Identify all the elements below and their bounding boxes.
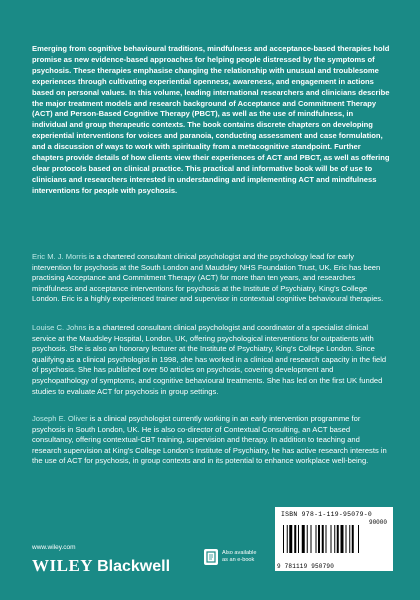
book-blurb: Emerging from cognitive behavioural traditions, mindfulness and acceptance-based therapies hold promise as new evidence-based approaches for helping people distressed by the symptoms of psychosis. These therapies emphasise changing the relationship with unusual and troublesome experiences through cultivating experiential openness, awareness, and engagement in actions based on personal values. In this volume, leading international researchers and clinicians describe the major treatment models and research background of Acceptance and Commitment Therapy (ACT) and Person-Based Cognitive Therapy (PBCT), as well as the use of mindfulness, in individual and group therapeutic contexts. The book contains discrete chapters on developing experiential interventions for voices and paranoia, conducting assessment and case formulation, and a discussion of ways to work with spirituality from a metacognitive standpoint. Further chapters provide details of how clients view their experiences of ACT and PBCT, as well as offering clear protocols based on clinical practice. This practical and informative book will be of use to clinicians and researchers interested in understanding and implementing ACT and mindfulness interventions for people with psychosis.: [32, 44, 390, 195]
author-name: Joseph E. Oliver: [32, 414, 88, 423]
price-code: 90000: [368, 519, 387, 526]
publisher-logo: [32, 556, 170, 576]
author-bio-oliver: [32, 414, 390, 467]
barcode-digits: 9 781119 950790: [277, 563, 335, 570]
author-bio-text: is a chartered consultant clinical psychologist and the psychology lead for early intervention for psychosis at the South London and Maudsley NHS Foundation Trust, UK. Eric has been practising Acceptance and Commitment Therapy (ACT) for more than ten years, and researches mindfulness and acceptance interventions for psychosis at the Institute of Psychiatry, King's College London. Eric is a highly experienced trainer and supervisor in contextual cognitive behavioural therapies.: [32, 252, 384, 304]
blackwell-wordmark: Blackwell: [97, 558, 171, 575]
ebook-badge: [204, 549, 262, 565]
isbn-number: ISBN 978-1-119-95079-0: [281, 511, 372, 518]
author-bio-text: is a clinical psychologist currently working in an early intervention programme for psychosis in South London, UK. He is also co-director of Contextual Consulting, an ACT based consultancy, offering contextual-CBT training, supervision and therapy. In addition to teaching and research supervision at King's College London's Institute of Psychiatry, he has active research interests in the use of ACT for psychosis, in group contexts and in its potential to enhance workplace well-being.: [32, 414, 387, 466]
wiley-wordmark: WILEY: [32, 556, 94, 575]
publisher-url[interactable]: www.wiley.com: [32, 544, 76, 551]
ebook-text: Also available as an e-book: [222, 550, 257, 563]
author-bio-johns: [32, 323, 390, 397]
author-name: Eric M. J. Morris: [32, 252, 87, 261]
barcode-bars: [283, 525, 385, 559]
author-bio-text: is a chartered consultant clinical psychologist and coordinator of a specialist clinical service at the Maudsley Hospital, London, UK, offering psychological interventions for outpatients with psychosis. She is also an honorary lecturer at the Institute of Psychiatry, King's College London. Since qualifying as a clinical psychologist in 1998, she has worked in a clinical and research capacity in the field of psychosis. She has published over 50 articles on psychosis, covering development and psychopathology of symptoms, and cognitive behavioural treatments. She has led on the first UK funded studies to evaluate ACT for psychosis in group settings.: [32, 323, 387, 396]
author-bio-morris: [32, 252, 390, 305]
isbn-barcode: [275, 507, 393, 571]
ebook-icon: [204, 549, 218, 565]
author-name: Louise C. Johns: [32, 323, 87, 332]
